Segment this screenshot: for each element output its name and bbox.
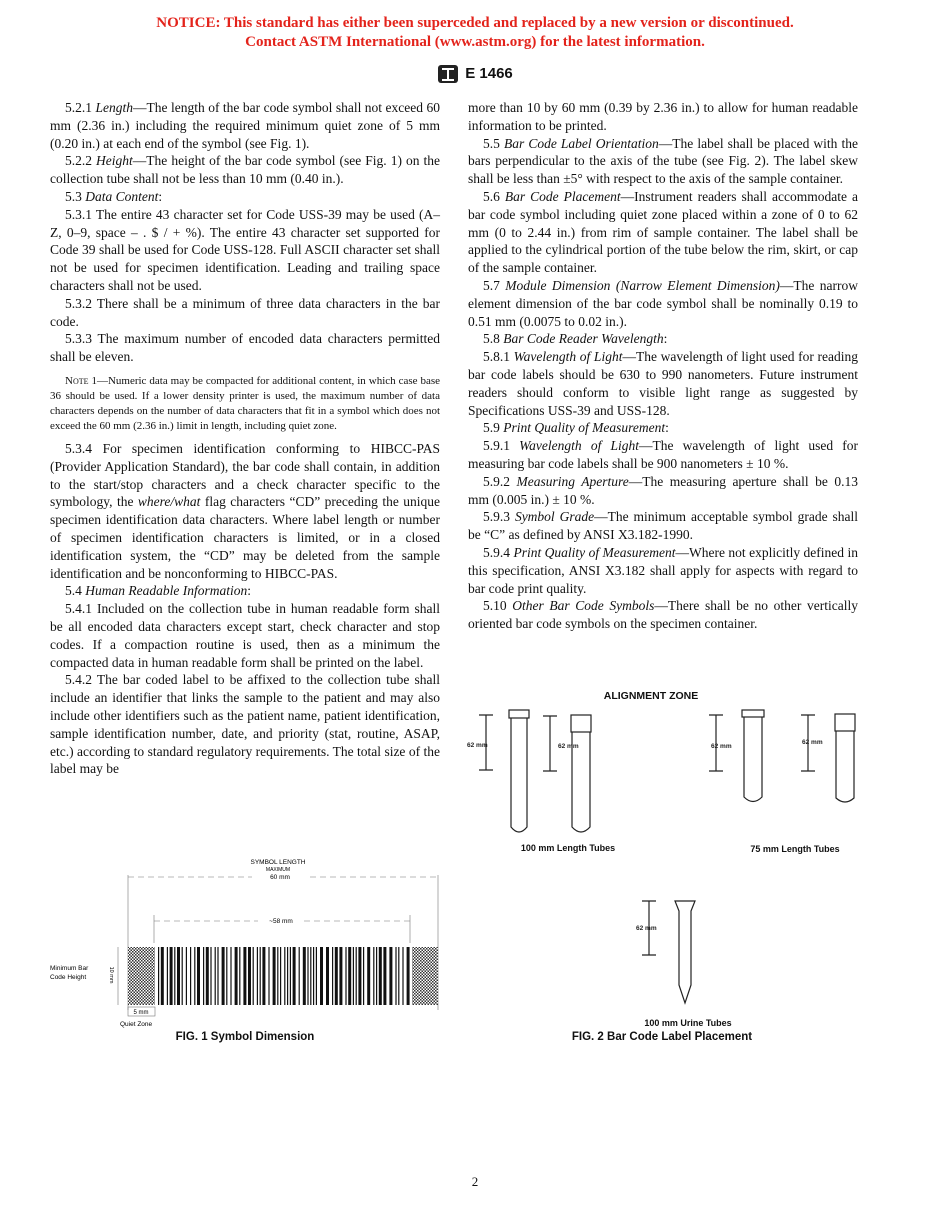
- document-header: [0, 64, 950, 84]
- paragraph-5-9-2: 5.9.2 Measuring Aperture—The measuring aperture shall be 0.13 mm (0.005 in.) ± 10 %.: [468, 473, 858, 507]
- barcode-bar: [303, 947, 306, 1005]
- barcode-bar: [215, 947, 216, 1005]
- label-symbol-length: SYMBOL LENGTH: [250, 859, 306, 866]
- paragraph-5-8-1: 5.8.1 Wavelength of Light—The wavelength of light used for reading bar code labels should be 630 to 990 nanometers. Future instrument readers should conform to visible light range as suggested by Specifications USS-39 and USS-128.: [468, 349, 859, 418]
- left-column: [50, 99, 440, 778]
- barcode-bar: [226, 947, 227, 1005]
- paragraph-5-5: 5.5 Bar Code Label Orientation—The label shall be placed with the bars perpendicular to the axis of the tube (see Fig. 2). The label skew shall be less than ±5° with respect to the axis of the sample container.: [468, 135, 858, 187]
- label-100mm-tubes: 100 mm Length Tubes: [520, 843, 616, 853]
- barcode-bar: [345, 947, 346, 1005]
- barcode-bar: [177, 947, 180, 1005]
- label-maximum: MAXIMUM: [265, 867, 291, 873]
- barcode-bar: [194, 947, 195, 1005]
- paragraph-5-3-3: 5.3.3 The maximum number of encoded data characters permitted shall be eleven.: [50, 331, 440, 365]
- barcode-bar: [363, 947, 364, 1005]
- barcode-bar: [402, 947, 403, 1005]
- notice-line-1: NOTICE: This standard has either been superceded and replaced by a new version or discontinued.: [156, 15, 794, 31]
- label-60mm: 60 mm: [270, 874, 290, 881]
- barcode-bar: [248, 947, 251, 1005]
- label-min-bar: Minimum Bar: [50, 965, 89, 972]
- paragraph-5-2-1: 5.2.1 Length—The length of the bar code symbol shall not exceed 60 mm (2.36 in.) including the required minimum quiet zone of 5 mm (0.20 in.) at each end of the symbol (see Fig. 1).: [50, 100, 440, 151]
- barcode-bar: [326, 947, 329, 1005]
- heading-5-9: 5.9 Print Quality of Measurement:: [483, 420, 669, 436]
- barcode-bar: [190, 947, 191, 1005]
- heading-5-8: 5.8 Bar Code Reader Wavelength:: [483, 331, 668, 347]
- barcode-bar: [307, 947, 308, 1005]
- paragraph-5-2-2: 5.2.2 Height—The height of the bar code symbol (see Fig. 1) on the collection tube shall not be less than 10 mm (0.40 in.).: [50, 153, 440, 187]
- barcode-bar: [174, 947, 175, 1005]
- paragraph-5-4-2: 5.4.2 The bar coded label to be affixed to the collection tube shall include an identifier that links the sample to the patient and may also include other identifiers such as the patient name, patient identification, sample identification number, date, and priority (stat, routine, ASAP, etc.) according to standard regulatory requirements. The total size of the label may be: [50, 672, 440, 777]
- page-number: 2: [471, 1174, 479, 1189]
- barcode-bar: [253, 947, 254, 1005]
- label-urine-tubes: 100 mm Urine Tubes: [644, 1018, 732, 1028]
- paragraph-5-7: 5.7 Module Dimension (Narrow Element Dimension)—The narrow element dimension of the bar code symbol shall be nominally 0.19 to 0.51 mm (0.0075 to 0.02 in.).: [468, 277, 858, 329]
- dim-label-1: 62 mm: [467, 742, 488, 749]
- paragraph-5-9-1: 5.9.1 Wavelength of Light—The wavelength of light used for measuring bar code labels shall be 900 nanometers ± 10 %.: [468, 438, 859, 471]
- barcode-bar: [268, 947, 269, 1005]
- dim-label-4: 62 mm: [802, 739, 823, 746]
- designation: E 1466: [465, 64, 513, 82]
- barcode-bar: [389, 947, 392, 1005]
- note-1: Note 1—Numeric data may be compacted for additional content, in which case base 36 should be used. If a lower density printer is used, the maximum number of data characters depends on the number of data characters that fit in a symbol which does not exceed the 60 mm (2.36 in.) limit in length, including quiet zone.: [50, 374, 441, 432]
- barcode-bar: [379, 947, 382, 1005]
- barcode-bar: [182, 947, 183, 1005]
- heading-5-4: 5.4 Human Readable Information:: [65, 583, 251, 599]
- barcode-bar: [395, 947, 396, 1005]
- fig1-caption: FIG. 1 Symbol Dimension: [175, 1031, 315, 1043]
- tube-75mm-b: [801, 714, 855, 802]
- barcode-bars: [158, 947, 410, 1005]
- right-column: [468, 99, 858, 633]
- fig2-tube-diagram: [465, 685, 865, 1030]
- quiet-zone-right: [412, 947, 438, 1005]
- barcode-bar: [332, 947, 333, 1005]
- barcode-bar: [186, 947, 187, 1005]
- tube-100mm-a: [479, 710, 529, 832]
- barcode-bar: [356, 947, 357, 1005]
- barcode-bar: [243, 947, 246, 1005]
- barcode-bar: [280, 947, 281, 1005]
- paragraph-5-3-1: 5.3.1 The entire 43 character set for Code USS-39 may be used (A–Z, 0–9, space – . $ / + %). The entire 43 character set supported for Code 39 shall be used for Code USS-128. Full ASCII character set shall not be used for specimen identification. Leading and trailing space characters shall not be used.: [50, 206, 440, 293]
- fig1-barcode-diagram: [48, 855, 448, 1033]
- notice-line-2: Contact ASTM International (www.astm.org) for the latest information.: [245, 34, 705, 50]
- label-code-height: Code Height: [50, 974, 87, 981]
- barcode-bar: [262, 947, 265, 1005]
- barcode-bar: [299, 947, 300, 1005]
- barcode-bar: [235, 947, 238, 1005]
- barcode-bar: [358, 947, 361, 1005]
- label-58mm: ~58 mm: [269, 918, 293, 925]
- barcode-bar: [290, 947, 291, 1005]
- barcode-bar: [206, 947, 209, 1005]
- barcode-bar: [373, 947, 374, 1005]
- barcode-bar: [407, 947, 410, 1005]
- fig2-caption: FIG. 2 Bar Code Label Placement: [571, 1031, 753, 1043]
- paragraph-5-9-4: 5.9.4 Print Quality of Measurement—Where not explicitly defined in this specification, ANSI X3.182 shall apply for aspects with regard to bar code print quality.: [468, 544, 858, 596]
- astm-logo-icon: [437, 64, 459, 84]
- label-5mm: 5 mm: [133, 1010, 149, 1016]
- barcode-bar: [293, 947, 296, 1005]
- barcode-bar: [158, 947, 159, 1005]
- barcode-bar: [167, 947, 168, 1005]
- barcode-bar: [348, 947, 351, 1005]
- label-10mm: 10 mm: [108, 966, 114, 984]
- paragraph-5-6: 5.6 Bar Code Placement—Instrument readers shall accommodate a bar code symbol including quiet zone placed within a zone of 0 to 62 mm (0 to 2.44 in.) from rim of sample container. The label shall be applied to the cylindrical portion of the tube below the rim, skirt, or cap of the sample container.: [468, 188, 858, 276]
- tube-75mm-a: [709, 710, 764, 802]
- tube-100mm-b: [543, 715, 591, 832]
- dim-label-2: 62 mm: [558, 743, 579, 750]
- barcode-bar: [398, 947, 399, 1005]
- barcode-bar: [287, 947, 288, 1005]
- barcode-bar: [313, 947, 314, 1005]
- barcode-bar: [222, 947, 225, 1005]
- barcode-bar: [284, 947, 285, 1005]
- barcode-bar: [210, 947, 211, 1005]
- alignment-zone-label: ALIGNMENT ZONE: [603, 690, 699, 702]
- barcode-bar: [376, 947, 377, 1005]
- dim-label-3: 62 mm: [711, 743, 732, 750]
- barcode-bar: [277, 947, 278, 1005]
- barcode-bar: [310, 947, 311, 1005]
- barcode-bar: [273, 947, 276, 1005]
- barcode-bar: [335, 947, 338, 1005]
- barcode-bar: [197, 947, 200, 1005]
- barcode-bar: [383, 947, 386, 1005]
- barcode-bar: [230, 947, 231, 1005]
- paragraph-5-3-2: 5.3.2 There shall be a minimum of three data characters in the bar code.: [50, 295, 440, 329]
- barcode-bar: [339, 947, 342, 1005]
- barcode-bar: [217, 947, 218, 1005]
- barcode-bar: [260, 947, 261, 1005]
- barcode-bar: [239, 947, 240, 1005]
- tube-urine: [642, 901, 695, 1003]
- dim-label-5: 62 mm: [636, 925, 657, 932]
- label-quiet-zone: Quiet Zone: [120, 1021, 153, 1028]
- barcode-bar: [257, 947, 258, 1005]
- label-75mm-tubes: 75 mm Length Tubes: [750, 844, 840, 854]
- paragraph-continued: more than 10 by 60 mm (0.39 by 2.36 in.) to allow for human readable information to be printed.: [468, 100, 858, 133]
- paragraph-5-9-3: 5.9.3 Symbol Grade—The minimum acceptable symbol grade shall be “C” as defined by ANSI X3.182-1990.: [468, 509, 858, 543]
- barcode-bar: [367, 947, 370, 1005]
- paragraph-5-10: 5.10 Other Bar Code Symbols—There shall be no other vertically oriented bar code symbols on the specimen container.: [468, 598, 858, 632]
- barcode-bar: [320, 947, 323, 1005]
- paragraph-5-4-1: 5.4.1 Included on the collection tube in human readable form shall be all encoded data characters except start, check character and stop codes. If a compaction routine is used, then as a minimum the compacted data in human readable form shall be printed on the label.: [50, 601, 440, 670]
- barcode-bar: [203, 947, 204, 1005]
- barcode-bar: [353, 947, 354, 1005]
- barcode-bar: [170, 947, 173, 1005]
- paragraph-5-3-4: 5.3.4 For specimen identification conforming to HIBCC-PAS (Provider Application Standard), the bar code shall contain, in addition to the start/stop characters and a check character specific to the symbology, the where/what flag characters “CD” preceding the unique specimen identification data characters. Where label length or number of specimen identification characters is limited, or in a closed identification system, the “CD” may be deleted from the sample identification and be nonconforming to HIBCC-PAS.: [50, 440, 441, 581]
- barcode-bar: [161, 947, 164, 1005]
- heading-5-3: 5.3 Data Content:: [65, 188, 163, 204]
- barcode-bar: [316, 947, 317, 1005]
- quiet-zone-left: [128, 947, 155, 1005]
